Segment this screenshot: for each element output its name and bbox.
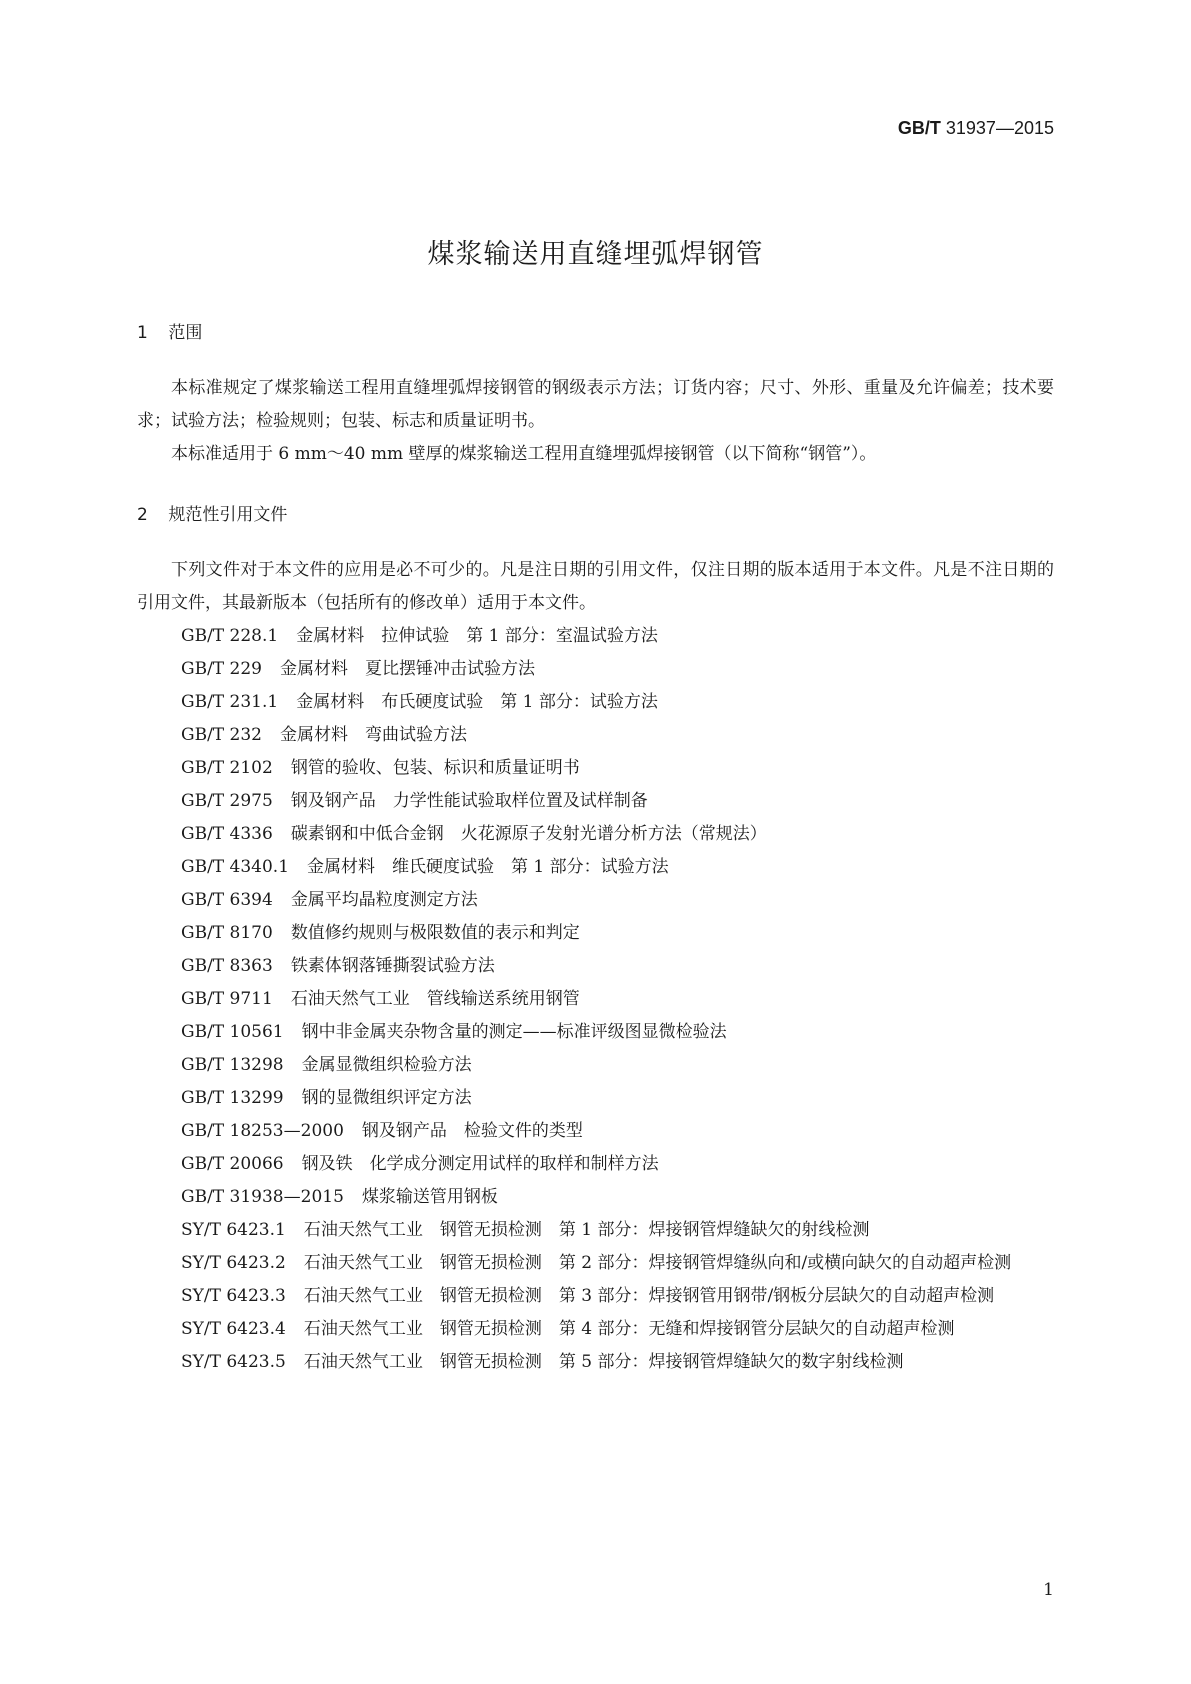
- reference-item: [137, 1280, 1054, 1313]
- reference-title: 金属材料 布氏硬度试验 第 1 部分：试验方法: [296, 692, 658, 712]
- reference-title: 钢的显微组织评定方法: [301, 1088, 472, 1108]
- section-title: 范围: [168, 323, 203, 343]
- reference-item: [137, 620, 1054, 653]
- reference-title: 石油天然气工业 钢管无损检测 第 4 部分：无缝和焊接钢管分层缺欠的自动超声检测: [303, 1319, 955, 1339]
- section-1-heading: [137, 318, 202, 343]
- reference-item: [137, 1247, 1054, 1280]
- reference-item: [137, 818, 1054, 851]
- reference-code: GB/T 8363: [181, 956, 273, 976]
- reference-item: [137, 785, 1054, 818]
- reference-code: GB/T 8170: [181, 923, 273, 943]
- reference-item: [137, 917, 1054, 950]
- reference-title: 碳素钢和中低合金钢 火花源原子发射光谱分析方法（常规法）: [290, 824, 767, 844]
- reference-code: GB/T 2975: [181, 791, 273, 811]
- reference-item: [137, 1082, 1054, 1115]
- document-title: 煤浆输送用直缝埋弧焊钢管: [427, 239, 764, 270]
- reference-title: 钢管的验收、包装、标识和质量证明书: [290, 758, 580, 778]
- section-2-body: [137, 554, 1054, 1379]
- reference-title: 石油天然气工业 钢管无损检测 第 1 部分：焊接钢管焊缝缺欠的射线检测: [303, 1220, 870, 1240]
- reference-item: [137, 1181, 1054, 1214]
- reference-code: SY/T 6423.2: [181, 1253, 286, 1273]
- reference-item: [137, 983, 1054, 1016]
- section-number: 1: [137, 323, 148, 343]
- reference-title: 金属材料 维氏硬度试验 第 1 部分：试验方法: [307, 857, 669, 877]
- reference-code: GB/T 18253—2000: [181, 1121, 344, 1141]
- reference-code: SY/T 6423.1: [181, 1220, 286, 1240]
- paragraph: 本标准规定了煤浆输送工程用直缝埋弧焊接钢管的钢级表示方法；订货内容；尺寸、外形、重量及允许偏差；技术要求；试验方法；检验规则；包装、标志和质量证明书。: [137, 378, 1054, 431]
- reference-title: 金属材料 夏比摆锤冲击试验方法: [280, 659, 535, 679]
- reference-code: GB/T 232: [181, 725, 262, 745]
- reference-item: [137, 1016, 1054, 1049]
- reference-code: GB/T 2102: [181, 758, 273, 778]
- reference-title: 金属材料 弯曲试验方法: [280, 725, 467, 745]
- reference-title: 数值修约规则与极限数值的表示和判定: [290, 923, 580, 943]
- reference-item: [137, 950, 1054, 983]
- reference-title: 钢及钢产品 检验文件的类型: [361, 1121, 583, 1141]
- section-1-body: [137, 372, 1054, 471]
- reference-title: 石油天然气工业 钢管无损检测 第 2 部分：焊接钢管焊缝纵向和/或横向缺欠的自动超声检测: [303, 1253, 1012, 1273]
- reference-code: GB/T 228.1: [181, 626, 279, 646]
- reference-item: [137, 884, 1054, 917]
- reference-code: GB/T 13299: [181, 1088, 284, 1108]
- reference-item: [137, 752, 1054, 785]
- reference-title: 铁素体钢落锤撕裂试验方法: [290, 956, 495, 976]
- page-number: 1: [1043, 1580, 1054, 1600]
- reference-item: [137, 1214, 1054, 1247]
- standard-number: 31937—2015: [945, 118, 1054, 138]
- reference-item: [137, 653, 1054, 686]
- reference-title: 金属平均晶粒度测定方法: [290, 890, 478, 910]
- section-title: 规范性引用文件: [168, 505, 288, 525]
- reference-item: [137, 1049, 1054, 1082]
- reference-title: 煤浆输送管用钢板: [361, 1187, 498, 1207]
- reference-code: GB/T 10561: [181, 1022, 284, 1042]
- reference-item: [137, 719, 1054, 752]
- reference-title: 钢及钢产品 力学性能试验取样位置及试样制备: [290, 791, 648, 811]
- section-2-heading: [137, 500, 287, 525]
- reference-code: SY/T 6423.5: [181, 1352, 286, 1372]
- standard-code: [898, 118, 1054, 139]
- reference-title: 石油天然气工业 钢管无损检测 第 5 部分：焊接钢管焊缝缺欠的数字射线检测: [303, 1352, 904, 1372]
- reference-title: 钢及铁 化学成分测定用试样的取样和制样方法: [301, 1154, 659, 1174]
- reference-title: 石油天然气工业 管线输送系统用钢管: [290, 989, 580, 1009]
- reference-item: [137, 1148, 1054, 1181]
- reference-code: GB/T 4336: [181, 824, 273, 844]
- reference-code: GB/T 31938—2015: [181, 1187, 344, 1207]
- reference-item: [137, 1313, 1054, 1346]
- reference-code: GB/T 4340.1: [181, 857, 290, 877]
- reference-code: GB/T 13298: [181, 1055, 284, 1075]
- reference-title: 钢中非金属夹杂物含量的测定——标准评级图显微检验法: [301, 1022, 727, 1042]
- reference-item: [137, 1115, 1054, 1148]
- section-number: 2: [137, 505, 148, 525]
- reference-list: [137, 620, 1054, 1379]
- paragraph: 下列文件对于本文件的应用是必不可少的。凡是注日期的引用文件，仅注日期的版本适用于本文件。凡是不注日期的引用文件，其最新版本（包括所有的修改单）适用于本文件。: [137, 560, 1054, 613]
- reference-code: GB/T 231.1: [181, 692, 279, 712]
- reference-code: SY/T 6423.4: [181, 1319, 286, 1339]
- reference-code: SY/T 6423.3: [181, 1286, 286, 1306]
- reference-title: 金属显微组织检验方法: [301, 1055, 472, 1075]
- reference-code: GB/T 6394: [181, 890, 273, 910]
- reference-code: GB/T 9711: [181, 989, 273, 1009]
- reference-title: 金属材料 拉伸试验 第 1 部分：室温试验方法: [296, 626, 658, 646]
- reference-code: GB/T 229: [181, 659, 262, 679]
- standard-prefix: GB/T: [897, 118, 941, 138]
- reference-code: GB/T 20066: [181, 1154, 284, 1174]
- reference-title: 石油天然气工业 钢管无损检测 第 3 部分：焊接钢管用钢带/钢板分层缺欠的自动超声检测: [303, 1286, 995, 1306]
- paragraph: 本标准适用于 6 mm～40 mm 壁厚的煤浆输送工程用直缝埋弧焊接钢管（以下简称“钢管”）。: [171, 444, 877, 464]
- reference-item: [137, 851, 1054, 884]
- reference-item: [137, 686, 1054, 719]
- reference-item: [137, 1346, 1054, 1379]
